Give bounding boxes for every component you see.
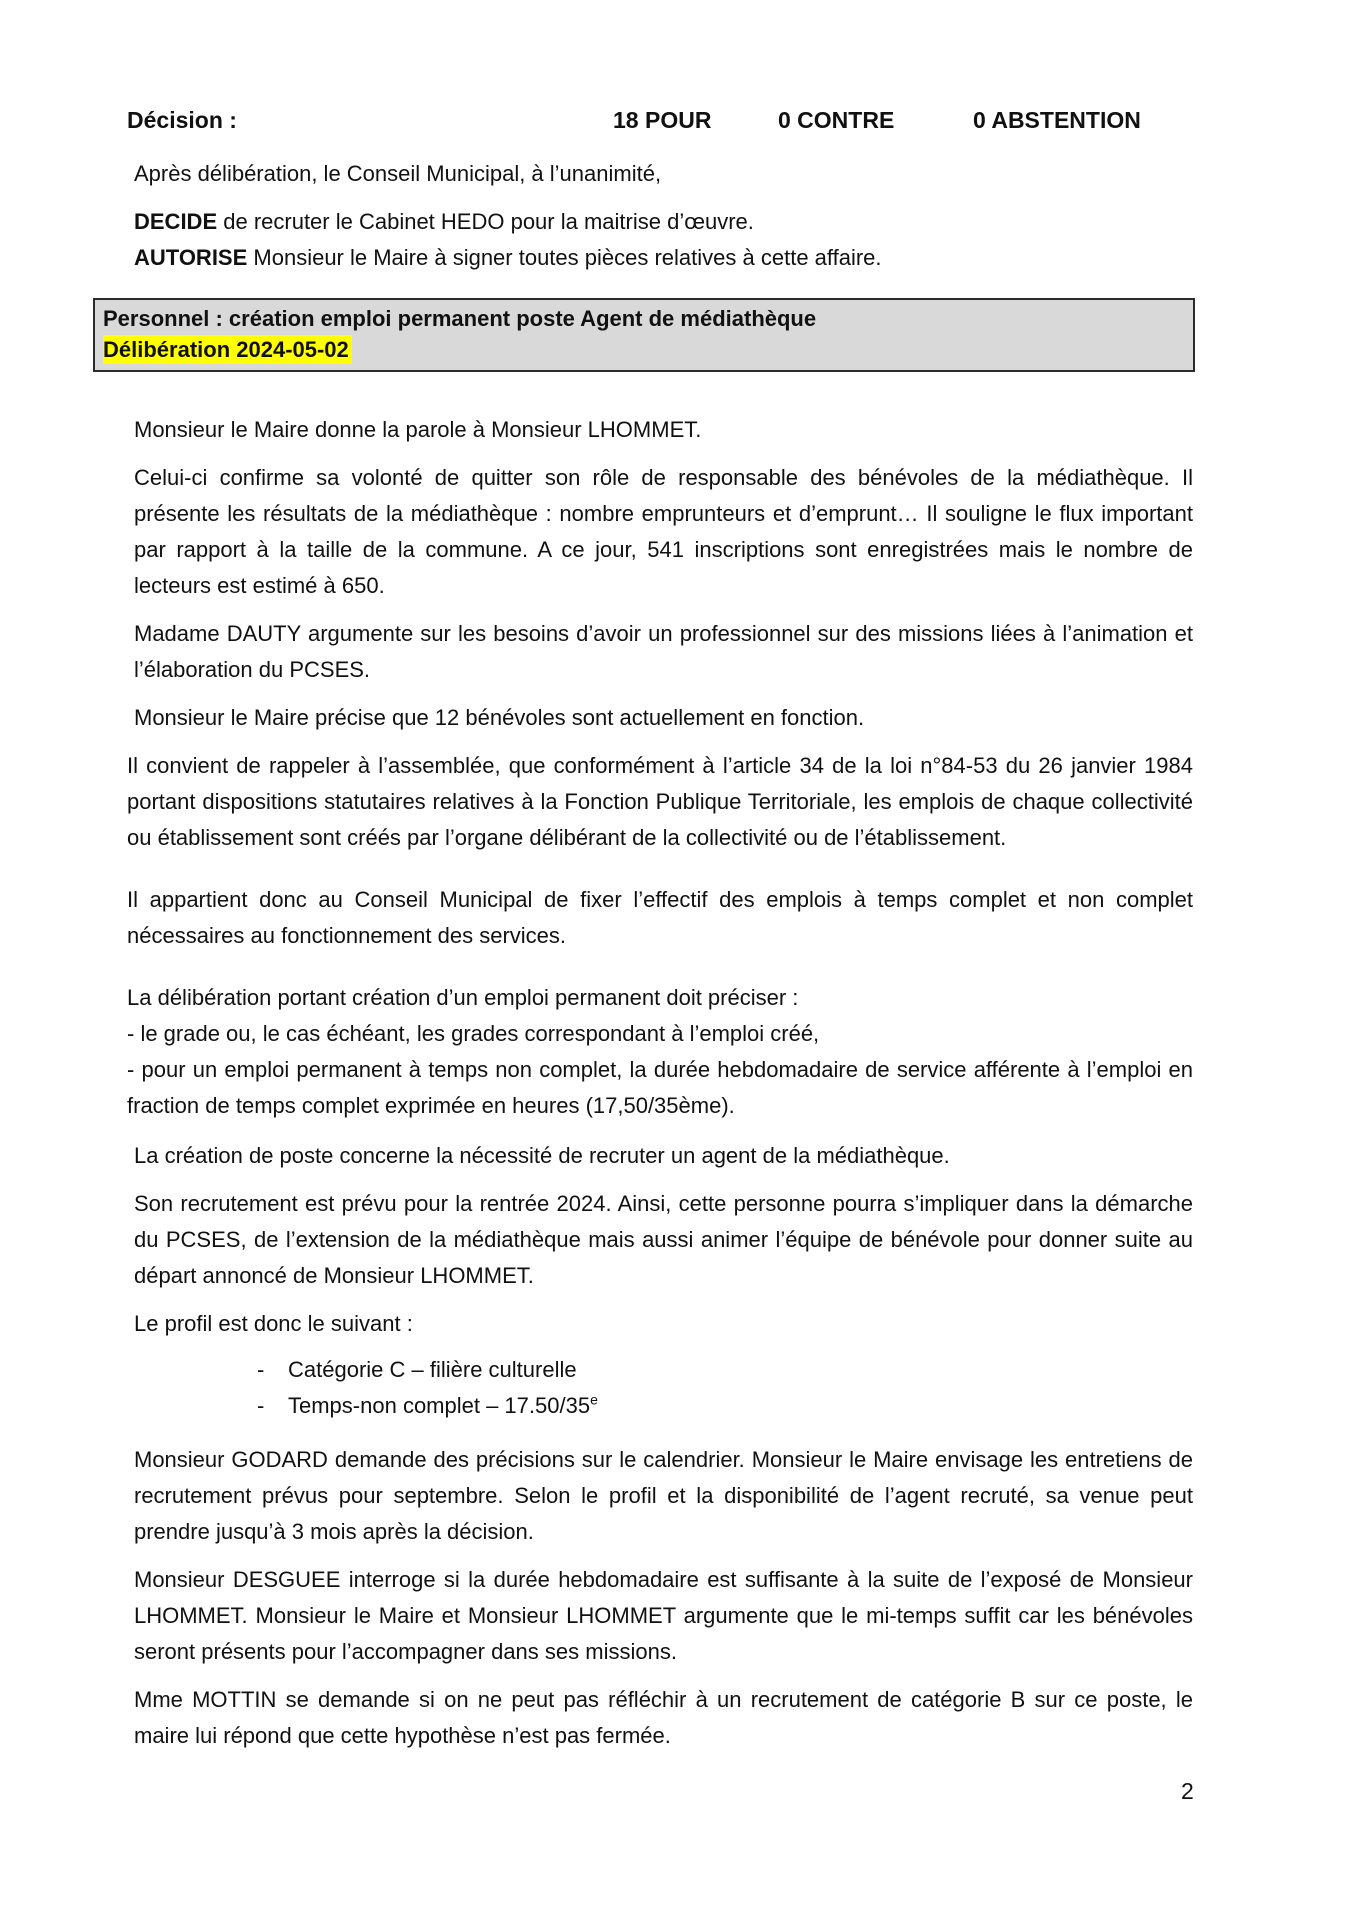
paragraph: Il appartient donc au Conseil Municipal de fixer l’effectif des emplois à temps complet et non complet nécessaires au fonctionnement des services. [127,887,1193,948]
profile-bullet-list [127,1352,1193,1424]
section-header-box [93,298,1195,372]
bullet-item [127,1388,1193,1424]
paragraph: Monsieur le Maire précise que 12 bénévoles sont actuellement en fonction. [134,705,865,730]
autorise-keyword: AUTORISE [134,245,248,270]
dash-marker: - [257,1393,265,1418]
votes-pour: 18 POUR [613,107,712,133]
paragraph: Madame DAUTY argumente sur les besoins d’avoir un professionnel sur des missions liées à l’animation et l’élaboration du PCSES. [134,621,1193,682]
decide-text: de recruter le Cabinet HEDO pour la maitrise d’œuvre. [217,209,754,234]
paragraph: La délibération portant création d’un emploi permanent doit préciser : [127,985,799,1010]
paragraph-unanimite: Après délibération, le Conseil Municipal, à l’unanimité, [134,161,662,186]
paragraph: Monsieur DESGUEE interroge si la durée hebdomadaire est suffisante à la suite de l’exposé de Monsieur LHOMMET. Monsieur le Maire et Monsieur LHOMMET argumente que le mi-temps suffit car les bénévoles seront présents pour l’accompagner dans ses missions. [134,1567,1193,1664]
paragraph: - le grade ou, le cas échéant, les grades correspondant à l’emploi créé, [127,1021,820,1046]
paragraph-autorise [127,240,1193,276]
paragraph: Monsieur le Maire donne la parole à Monsieur LHOMMET. [134,417,702,442]
paragraph: Le profil est donc le suivant : [134,1311,413,1336]
dash-marker: - [257,1357,265,1382]
paragraph: Celui-ci confirme sa volonté de quitter son rôle de responsable des bénévoles de la médiathèque. Il présente les résultats de la médiathèque : nombre emprunteurs et d’emprunt… Il souligne le flux important par rapport à la taille de la commune. A ce jour, 541 inscriptions sont enregistrées mais le nombre de lecteurs est estimé à 650. [134,465,1193,598]
bullet-text: Temps-non complet – 17.50/35 [288,1393,591,1418]
votes-contre: 0 CONTRE [778,107,895,133]
document-content [103,102,1193,1754]
decision-vote-row [127,102,1193,132]
paragraph: La création de poste concerne la nécessité de recruter un agent de la médiathèque. [134,1143,950,1168]
bullet-item [127,1352,1193,1388]
deliberation-reference: Délibération 2024-05-02 [103,335,352,364]
paragraph: Mme MOTTIN se demande si on ne peut pas réfléchir à un recrutement de catégorie B sur ce poste, le maire lui répond que cette hypothèse n’est pas fermée. [134,1687,1193,1748]
paragraph: Il convient de rappeler à l’assemblée, que conformément à l’article 34 de la loi n°84-53 du 26 janvier 1984 portant dispositions statutaires relatives à la Fonction Publique Territoriale, les emplois de chaque collectivité ou établissement sont créés par l’organe délibérant de la collectivité ou de l’établissement. [127,753,1193,850]
decide-keyword: DECIDE [134,209,218,234]
bullet-text: Catégorie C – filière culturelle [288,1357,577,1382]
decision-label: Décision : [127,107,237,133]
bullet-superscript: e [590,1391,598,1408]
votes-abstention: 0 ABSTENTION [973,107,1141,133]
section-title: Personnel : création emploi permanent poste Agent de médiathèque [103,306,817,331]
paragraph: Monsieur GODARD demande des précisions sur le calendrier. Monsieur le Maire envisage les entretiens de recrutement prévus pour septembre. Selon le profil et la disponibilité de l’agent recruté, sa venue peut prendre jusqu’à 3 mois après la décision. [134,1447,1193,1544]
page-number: 2 [1181,1778,1194,1804]
paragraph: Son recrutement est prévu pour la rentrée 2024. Ainsi, cette personne pourra s’impliquer dans la démarche du PCSES, de l’extension de la médiathèque mais aussi animer l’équipe de bénévole pour donner suite au départ annoncé de Monsieur LHOMMET. [134,1191,1193,1288]
paragraph: - pour un emploi permanent à temps non complet, la durée hebdomadaire de service afférente à l’emploi en fraction de temps complet exprimée en heures (17,50/35ème). [127,1057,1193,1118]
autorise-text: Monsieur le Maire à signer toutes pièces relatives à cette affaire. [247,245,882,270]
paragraph-decide [127,204,1193,240]
